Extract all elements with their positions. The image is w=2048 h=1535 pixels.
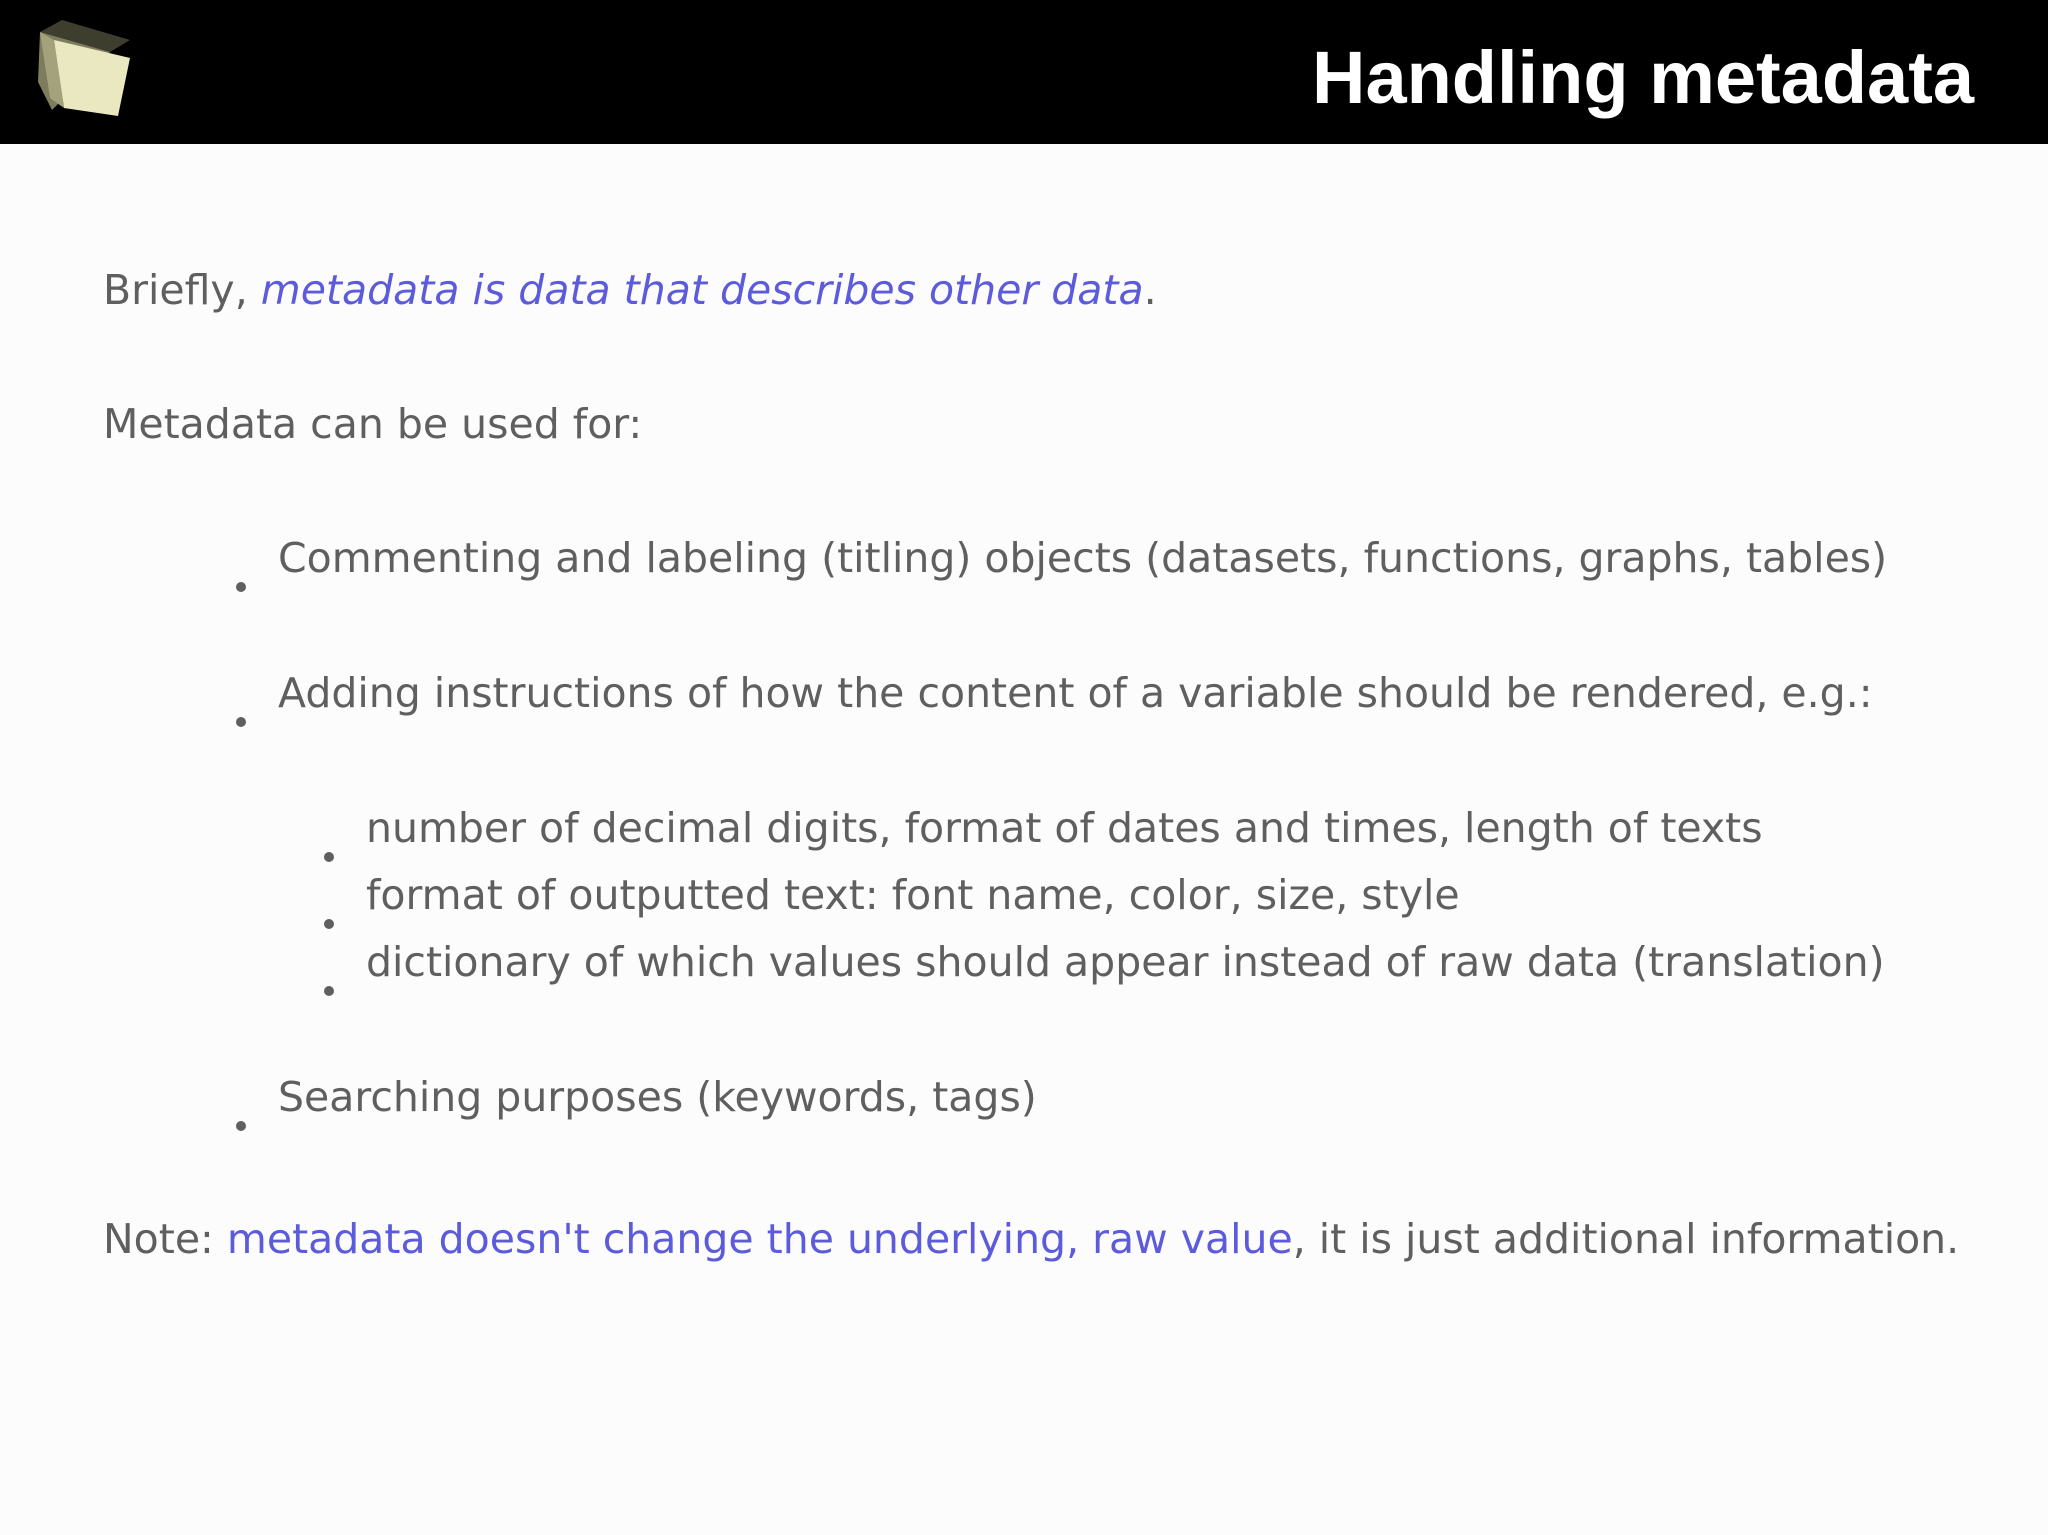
note-emphasis: metadata doesn't change the underlying, raw value <box>226 1215 1293 1263</box>
sub-bullet-text: format of outputted text: font name, color, size, style <box>366 871 1460 919</box>
page-title: Handling metadata <box>1312 36 1974 119</box>
intro-emphasis: metadata is data that describes other data <box>260 266 1144 314</box>
cube-icon <box>34 18 134 118</box>
bullet-icon <box>322 891 336 905</box>
uses-heading: Metadata can be used for: <box>103 400 643 448</box>
bullet-icon <box>322 958 336 972</box>
list-item <box>234 667 1873 719</box>
intro-lead: Briefly, <box>103 266 261 314</box>
bullet-icon <box>234 1093 248 1107</box>
bullet-icon <box>234 554 248 568</box>
bullet-text: Adding instructions of how the content of a variable should be rendered, e.g.: <box>278 669 1873 717</box>
sub-bullet-text: dictionary of which values should appear instead of raw data (translation) <box>366 938 1885 986</box>
sub-list-item <box>322 936 1885 988</box>
bullet-icon <box>322 824 336 838</box>
intro-tail: . <box>1143 266 1157 314</box>
sub-list-item <box>322 869 1460 921</box>
sub-bullet-text: number of decimal digits, format of dates and times, length of texts <box>366 804 1763 852</box>
sub-list-item <box>322 802 1763 854</box>
intro-line <box>103 264 1157 316</box>
header-bar <box>0 0 2048 144</box>
note-lead: Note: <box>103 1215 227 1263</box>
list-item <box>234 532 1888 584</box>
bullet-text: Searching purposes (keywords, tags) <box>278 1073 1037 1121</box>
bullet-text: Commenting and labeling (titling) objects (datasets, functions, graphs, tables) <box>278 534 1888 582</box>
note-line <box>103 1213 1959 1265</box>
bullet-icon <box>234 689 248 703</box>
note-tail: , it is just additional information. <box>1292 1215 1960 1263</box>
list-item <box>234 1071 1037 1123</box>
